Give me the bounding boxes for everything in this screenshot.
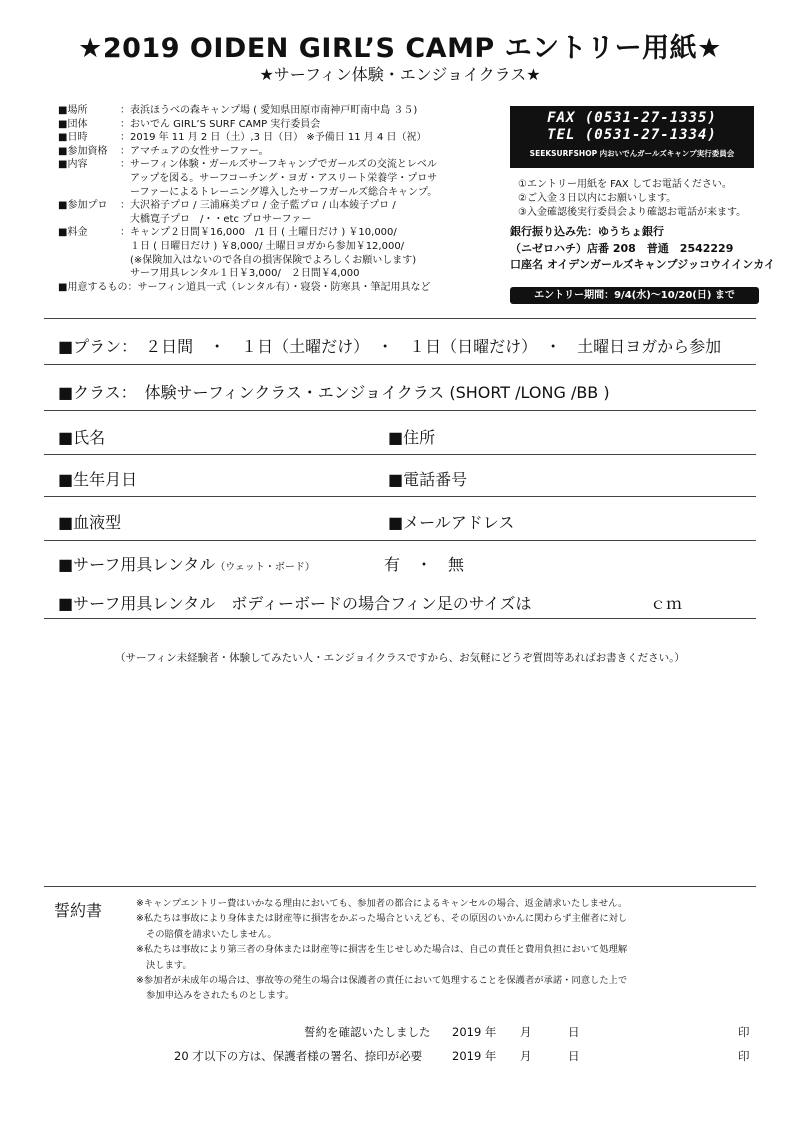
info-row-venue bbox=[58, 104, 498, 118]
info-value: 大橋寛子プロ /・・etc プロサーファー bbox=[120, 213, 312, 225]
note-item: ③入金確認後実行委員会より確認お電話が来ます。 bbox=[518, 207, 747, 218]
contact-org: SEEKSURFSHOP 内おいでんガールズキャンプ実行委員会 bbox=[529, 149, 735, 158]
page-subtitle: ★サーフィン体験・エンジョイクラス★ bbox=[259, 65, 541, 84]
confirm-month[interactable]: 月 bbox=[520, 1025, 532, 1039]
birthday-field[interactable]: ■生年月日 bbox=[58, 470, 138, 489]
email-field[interactable]: ■メールアドレス bbox=[388, 513, 515, 532]
confirm-day[interactable]: 日 bbox=[568, 1025, 580, 1039]
pledge-line: ※私たちは事故により第三者の身体または財産等に損害を生じせしめた場合は、自己の責任と費用負担において処理解 bbox=[136, 944, 628, 956]
tel-number: TEL (0531-27-1334) bbox=[547, 127, 717, 143]
bank-line: （ニゼロハチ）店番 208 普通 2542229 bbox=[510, 241, 734, 255]
info-label: ■料金 bbox=[58, 227, 88, 239]
pledge-text bbox=[136, 896, 627, 1004]
fin-size-field[interactable]: ■サーフ用具レンタル ボディーボードの場合フィン足のサイズは bbox=[58, 594, 532, 613]
entry-period-badge: エントリー期間：9/4(水)〜10/20(日) まで bbox=[510, 287, 759, 304]
info-row-eligibility bbox=[58, 145, 498, 159]
questions-note: （サーフィン未経験者・体験してみたい人・エンジョイクラスですから、お気軽にどうぞ質問等あればお書きください。） bbox=[115, 652, 685, 664]
confirm-seal[interactable]: 印 bbox=[738, 1025, 750, 1039]
plan-field[interactable]: ■プラン： ２日間 ・ １日（土曜だけ） ・ １日（日曜だけ） ・ 土曜日ヨガから参加 bbox=[58, 337, 722, 356]
contact-box bbox=[510, 106, 754, 168]
info-value: サーフ用具レンタル１日￥3,000/ ２日間￥4,000 bbox=[120, 268, 360, 280]
pledge-line: 決します。 bbox=[146, 959, 192, 971]
info-value: ：おいでん GIRL’S SURF CAMP 実行委員会 bbox=[120, 118, 321, 130]
class-field[interactable]: ■クラス： 体験サーフィンクラス・エンジョイクラス (SHORT /LONG /BB ) bbox=[58, 383, 610, 402]
info-value: ：表浜ほうべの森キャンプ場 ( 愛知県田原市南神戸町南中島 ３５) bbox=[120, 105, 418, 116]
info-label: ■内容 bbox=[58, 159, 88, 171]
blood-type-field[interactable]: ■血液型 bbox=[58, 513, 122, 532]
entry-notes bbox=[518, 178, 746, 220]
info-value: ：キャンプ２日間￥16,000 /1 日 ( 土曜日だけ ) ￥10,000/ bbox=[120, 227, 397, 239]
info-row-pros bbox=[58, 199, 498, 226]
info-row-date bbox=[58, 131, 498, 145]
divider bbox=[44, 410, 756, 411]
pledge-line: ※私たちは事故により身体または財産等に損害をかぶった場合といえども、その原因のいかんに関わらず主催者に対し bbox=[136, 913, 628, 925]
info-label: ■参加プロ bbox=[58, 200, 108, 212]
info-row-fee bbox=[58, 226, 498, 280]
guardian-seal[interactable]: 印 bbox=[738, 1049, 750, 1063]
pledge-line: 参加申込みをされたものとします。 bbox=[146, 990, 295, 1002]
name-field[interactable]: ■氏名 bbox=[58, 428, 106, 447]
address-field[interactable]: ■住所 bbox=[388, 428, 436, 447]
pledge-title: 誓約書 bbox=[54, 901, 103, 920]
info-value: ーファーによるトレーニング導入したサーフガールズ総合キャンプ。 bbox=[120, 186, 438, 198]
rental-options[interactable]: 有 ・ 無 bbox=[384, 555, 465, 574]
divider bbox=[44, 454, 756, 455]
guardian-year[interactable]: 2019 年 bbox=[452, 1049, 497, 1063]
page-title: ★2019 OIDEN GIRL’S CAMP エントリー用紙★ bbox=[78, 33, 722, 64]
info-label: ■団体 bbox=[58, 118, 88, 130]
note-item: ②ご入金３日以内にお願いします。 bbox=[518, 193, 677, 204]
info-label: ■用意するもの bbox=[58, 281, 128, 293]
divider bbox=[44, 496, 756, 497]
info-value: ：サーフィン道具一式（レンタル有）・寝袋・防寒具・筆記用具など bbox=[127, 281, 431, 293]
info-value: ：サーフィン体験・ガールズサーフキャンプでガールズの交流とレベル bbox=[120, 159, 437, 171]
rental-field[interactable] bbox=[58, 552, 315, 575]
rental-label: ■サーフ用具レンタル bbox=[58, 555, 216, 574]
phone-field[interactable]: ■電話番号 bbox=[388, 470, 468, 489]
guardian-month[interactable]: 月 bbox=[520, 1049, 532, 1063]
guardian-note: 20 才以下の方は、保護者様の署名、捺印が必要 bbox=[174, 1049, 423, 1063]
divider bbox=[44, 364, 756, 365]
note-item: ①エントリー用紙を FAX してお電話ください。 bbox=[518, 179, 732, 190]
info-value: ：アマチュアの女性サーファー。 bbox=[120, 145, 269, 157]
pledge-line: その賠償を請求いたしません。 bbox=[146, 928, 277, 940]
divider bbox=[44, 540, 756, 541]
info-row-organizer bbox=[58, 118, 498, 132]
info-row-content bbox=[58, 158, 498, 199]
bank-info bbox=[510, 224, 775, 274]
pledge-line: ※参加者が未成年の場合は、事故等の発生の場合は保護者の責任において処理することを保護者が承諾・同意した上で bbox=[136, 975, 628, 987]
divider bbox=[44, 318, 756, 319]
bank-line: 銀行振り込み先：ゆうちょ銀行 bbox=[510, 225, 664, 238]
info-value: (※保険加入はないので各自の損害保険でよろしくお願いします) bbox=[120, 254, 417, 266]
rental-note: （ウェット・ボード） bbox=[215, 562, 315, 573]
divider bbox=[44, 618, 756, 619]
divider bbox=[44, 886, 756, 887]
info-label: ■日時 bbox=[58, 132, 88, 144]
confirm-year[interactable]: 2019 年 bbox=[452, 1025, 497, 1039]
bank-line: 口座名 オイデンガールズキャンプジッコウイインカイ bbox=[510, 258, 775, 271]
info-label: ■参加資格 bbox=[58, 145, 108, 157]
info-value: アップを図る。サーフコーチング・ヨガ・アスリート栄養学・プロサ bbox=[120, 172, 438, 184]
fax-number: FAX (0531-27-1335) bbox=[547, 110, 717, 126]
event-info bbox=[58, 104, 498, 294]
info-value: ：大沢裕子プロ / 三浦麻美プロ / 金子藍プロ / 山本綾子プロ / bbox=[120, 200, 396, 212]
pledge-confirm-label: 誓約を確認いたしました bbox=[304, 1025, 431, 1039]
info-row-bring bbox=[58, 281, 498, 295]
info-label: ■場所 bbox=[58, 105, 88, 116]
info-value: １日 ( 日曜日だけ ) ￥8,000/ 土曜日ヨガから参加￥12,000/ bbox=[120, 240, 405, 252]
fin-size-unit: ｃｍ bbox=[650, 594, 683, 613]
info-value: ：2019 年 11 月 2 日（土）,3 日（日） ※予備日 11 月 4 日（祝） bbox=[120, 132, 427, 144]
pledge-line: ※キャンプエントリー費はいかなる理由においても、参加者の都合によるキャンセルの場合、返金請求いたしません。 bbox=[136, 898, 628, 909]
guardian-day[interactable]: 日 bbox=[568, 1049, 580, 1063]
